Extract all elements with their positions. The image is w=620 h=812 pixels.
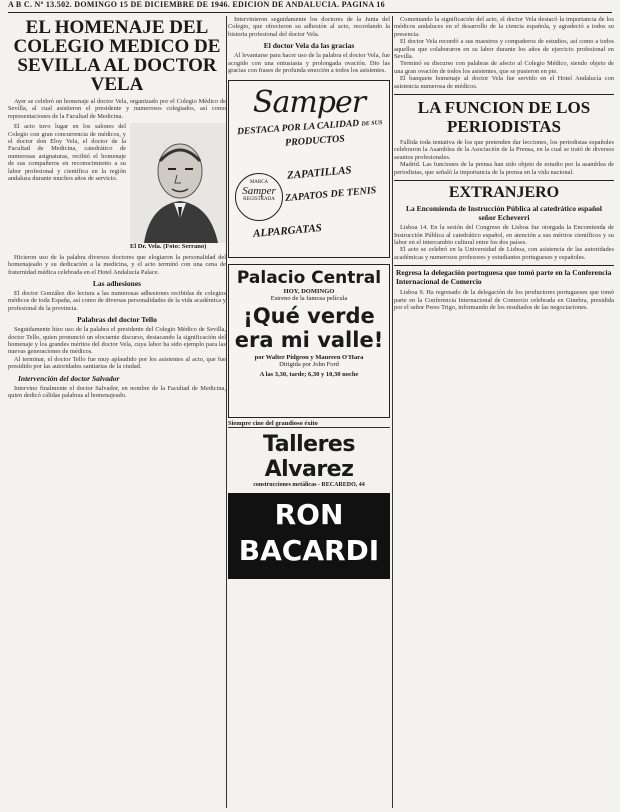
- samper-seal-name: Samper: [242, 185, 276, 198]
- samper-tag2: DE SUS: [361, 120, 383, 129]
- palacio-film-title: ¡Qué verde era mi valle!: [234, 304, 384, 353]
- samper-item1: ZAPATILLAS: [286, 164, 352, 183]
- delegacion-body: Lisboa 9. Ha regresado de la delegación de los productores portugueses que tomó parte en la Conferencia Internacional de Comercio celebrada en Ginebra, presidida por el señor Peres Trigo, informando de los resultados de las negociaciones.: [394, 289, 614, 311]
- palacio-line4: Dirigida por John Ford: [279, 361, 339, 369]
- right-body: Comentando la significación del acto, el doctor Vela destacó la importancia de los médicos andaluces en el desarrollo de la ciencia española, y agradeció a todos su presencia.: [394, 16, 614, 38]
- column-rule: [392, 16, 393, 808]
- extranjero-body: Lisboa 14. En la sesión del Congreso de Lisboa fue otorgada la Encomienda de Instrucción Pública al catedrático español, en atención a sus méritos científicos y su labor en el intercambio cultural entre los dos países.: [394, 224, 614, 246]
- palacio-line1: HOY, DOMINGO: [283, 288, 335, 296]
- header-text: A B C. Nº 13.502. DOMINGO 15 DE DICIEMBRE DE 1946. EDICION DE ANDALUCIA. PAGINA 16: [8, 0, 385, 9]
- bacardi-line2: BACARDI: [238, 534, 380, 568]
- bacardi-ad: [228, 493, 390, 579]
- homenaje-body: Ayer se celebró un homenaje al doctor Vela, organizado por el Colegio Médico de Sevilla, al cual asistieron el presidente y numerosos colegiados, así como representaciones de la Facultad de Medicina.: [8, 98, 226, 120]
- palacio-bottom-line: Siempre cine del grandioso éxito: [228, 420, 390, 428]
- column-middle: [228, 16, 390, 808]
- subhead-palabras: Palabras del doctor Tello: [77, 315, 157, 325]
- palacio-theater: Palacio Central: [236, 268, 382, 289]
- subhead-salvador: Intervención del doctor Salvador: [18, 373, 120, 383]
- homenaje-body: Intervino finalmente el doctor Salvador, en nombre de la Facultad de Medicina, quien dedicó cálidas palabras al homenajeado.: [8, 384, 226, 399]
- gracias-intro: Intervinieron seguidamente los doctores de la Junta del Colegio, que ofrecieron su adhesión al acto, recordando la historia profesional del doctor Vela.: [228, 16, 390, 38]
- samper-item2: ZAPATOS DE TENIS: [284, 185, 377, 205]
- right-body: Terminó su discurso con palabras de afecto al Colegio Médico, siendo objeto de una gran ovación de todos los asistentes, que se pusieron en pie.: [394, 60, 614, 75]
- homenaje-body: Seguidamente hizo uso de la palabra el presidente del Colegio Médico de Sevilla, doctor Tello, quien pronunció un elocuente discurso, destacando la significación del homenaje y los grandes méritos del doctor Vela, cuya labor ha sido ejemplo para las nuevas generaciones de médicos.: [8, 326, 226, 356]
- samper-seal-top: MARCA: [249, 180, 269, 186]
- homenaje-body: Hicieron uso de la palabra diversos doctores que elogiaron la personalidad del homenajeado y su dedicación a la medicina, y el acto terminó con una cena de fraternidad médica celebrada en el Hotel Andalucía Palace.: [8, 253, 226, 276]
- talleres-name: Talleres Alvarez: [263, 432, 355, 483]
- samper-logo: Samper: [252, 85, 366, 121]
- page-header: [8, 0, 612, 13]
- talleres-sub: construcciones metálicas - RECAREDO, 44: [253, 482, 365, 489]
- palacio-line2: Estreno de la famosa película: [270, 295, 348, 303]
- periodistas-body: Fallida toda tentativa de los que pretenden dar lecciones, los periodistas españoles celebraron la Asamblea de la Asociación de la Prensa, en la cual se trató de diversos asuntos profesionales.: [394, 139, 614, 161]
- samper-seal-bottom: REGISTRADA: [243, 197, 275, 203]
- column-left: [8, 16, 226, 808]
- bacardi-line1: RON: [274, 498, 344, 532]
- homenaje-headline: EL HOMENAJE DEL COLEGIO MEDICO DE SEVILLA AL DOCTOR VELA: [13, 17, 221, 95]
- portrait-photo: [130, 123, 226, 243]
- samper-productos: PRODUCTOS: [284, 133, 346, 150]
- homenaje-body: El acto tuvo lugar en los salones del Colegio con gran concurrencia de médicos, y el doctor don Eloy Vela, el doctor de la Facultad de Medicina, catedrático de numerosas asignaturas, recibió el homenaje de sus compañeros en reconocimiento a su labor profesional y científica en la región andaluza durante muchos años de servicio.: [8, 123, 126, 183]
- homenaje-body: El doctor González dio lectura a las numerosas adhesiones recibidas de colegios médicos de toda España, así como de diversas personalidades de la vida académica y profesional de la provincia.: [8, 289, 226, 312]
- periodistas-headline: LA FUNCION DE LOS PERIODISTAS: [417, 98, 591, 137]
- portrait-drawing: [130, 123, 226, 243]
- samper-item3: ALPARGATAS: [252, 222, 323, 241]
- column-rule: [226, 16, 227, 808]
- homenaje-body: Al terminar, el doctor Tello fue muy aplaudido por los asistentes al acto, que fue presidido por las autoridades sanitarias de la ciudad.: [8, 355, 226, 371]
- samper-ad: [228, 80, 390, 258]
- periodistas-body: Madrid. Las funciones de la prensa han sido objeto de estudio por la asamblea de periodistas, que señaló la importancia de la prensa en la vida nacional.: [394, 161, 614, 176]
- palacio-times: A las 3,30, tarde; 6,30 y 10,30 noche: [259, 371, 359, 379]
- extranjero-headline: EXTRANJERO: [448, 184, 560, 202]
- right-body: El banquete homenaje al doctor Vela fue servido en el Hotel Andalucía con asistencia numerosa de médicos.: [394, 75, 614, 90]
- extranjero-subhead: La Encomienda de Instrucción Pública al catedrático español señor Echeverri: [405, 204, 603, 222]
- samper-seal: [235, 173, 283, 221]
- subhead-adhesiones: Las adhesiones: [92, 278, 142, 288]
- samper-tag1: DESTACA POR LA CALIDAD: [236, 119, 360, 138]
- palacio-line3: por Walter Pidgeon y Maureen O'Hara: [254, 354, 364, 362]
- subhead-gracias: El doctor Vela da las gracias: [263, 41, 355, 51]
- delegacion-headline: Regresa la delegación portuguesa que tomó parte en la Conferencia Internacional de Comercio: [396, 268, 612, 286]
- column-right: [394, 16, 614, 808]
- right-body: El doctor Vela recordó a sus maestros y compañeros de estudios, así como a todos aquellos que colaboraron en su labor durante los años de ejercicio profesional en Sevilla.: [394, 38, 614, 61]
- gracias-body: Al levantarse para hacer uso de la palabra el doctor Vela, fue acogido con una entusiasta y prolongada ovación. Dio las gracias con frases de profunda emoción a todos los asistentes.: [228, 52, 390, 75]
- palacio-central-ad: [228, 264, 390, 418]
- talleres-ad: [228, 432, 390, 488]
- extranjero-body: El acto se celebró en la Universidad de Lisboa, con asistencia de las autoridades académicas y numerosos profesores y estudiantes portugueses y españoles.: [394, 246, 614, 261]
- photo-caption: El Dr. Vela. (Foto: Serrano): [130, 243, 207, 251]
